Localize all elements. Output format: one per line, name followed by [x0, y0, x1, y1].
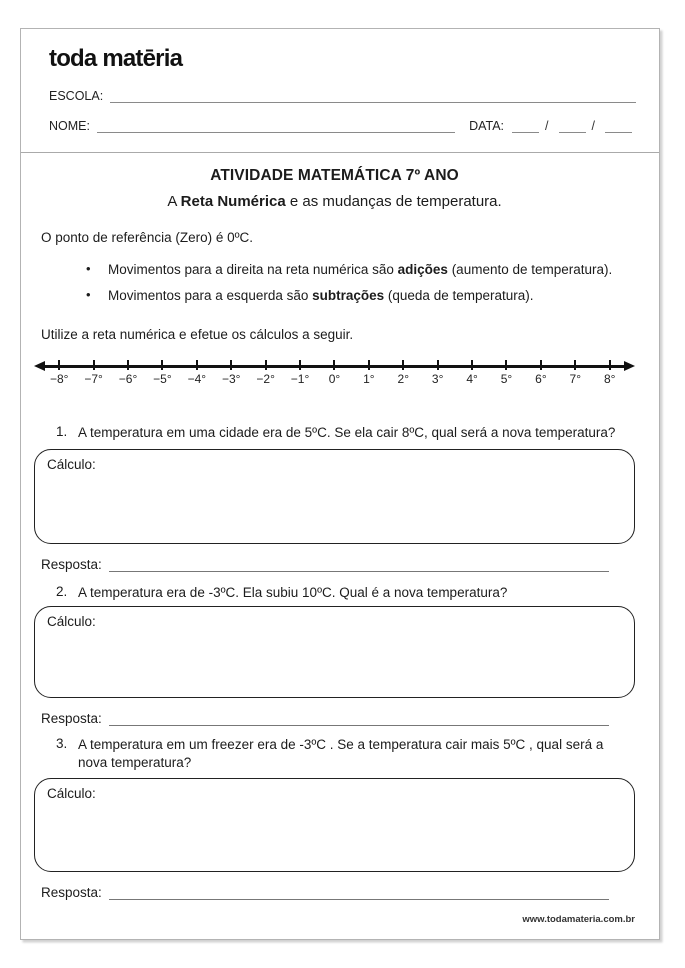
nome-label: NOME: — [49, 119, 90, 133]
tick-label: 1° — [363, 372, 375, 387]
numberline-tick — [111, 360, 145, 386]
data-label: DATA: — [469, 119, 505, 133]
nome-data-field-row — [49, 119, 636, 133]
tick-label: 6° — [535, 372, 547, 387]
tick-label: −2° — [256, 372, 275, 387]
question-3 — [34, 736, 635, 772]
date-day-line[interactable] — [512, 119, 539, 133]
question-1 — [34, 424, 635, 442]
number-line-ticks — [42, 360, 627, 386]
date-year-line[interactable] — [605, 119, 632, 133]
resposta-row-2 — [34, 711, 635, 726]
instruction-text: Utilize a reta numérica e efetue os cálculos a seguir. — [41, 327, 354, 343]
tick-mark — [437, 360, 439, 370]
tick-label: −5° — [153, 372, 172, 387]
tick-label: 8° — [603, 372, 616, 387]
tick-label: −4° — [187, 372, 207, 387]
date-slash: / — [545, 119, 549, 133]
numberline-tick — [420, 360, 454, 386]
bullet-marker: • — [86, 287, 91, 303]
numberline-tick — [76, 360, 110, 386]
numberline-tick — [180, 360, 214, 386]
worksheet-body — [21, 167, 659, 900]
resposta-input-line-1[interactable] — [109, 557, 609, 572]
tick-mark — [299, 360, 301, 370]
worksheet-page — [20, 28, 660, 940]
tick-mark — [265, 360, 267, 370]
tick-label: 7° — [569, 372, 582, 387]
tick-label: −8° — [49, 372, 69, 387]
bullet-list — [34, 261, 635, 305]
tick-mark — [58, 360, 60, 370]
tick-label: 5° — [500, 372, 513, 387]
numberline-tick — [386, 360, 420, 386]
worksheet-title: ATIVIDADE MATEMÁTICA 7º ANO — [210, 167, 459, 184]
resposta-input-line-2[interactable] — [109, 711, 609, 726]
numberline-tick — [214, 360, 248, 386]
tick-label: 2° — [397, 372, 409, 387]
worksheet-header — [21, 29, 659, 153]
numberline-tick — [352, 360, 386, 386]
tick-label: −1° — [290, 372, 310, 387]
tick-label: 3° — [431, 372, 444, 387]
tick-label: 4° — [466, 372, 478, 387]
numberline-tick — [558, 360, 592, 386]
resposta-label: Resposta: — [41, 710, 102, 726]
nome-input-line[interactable] — [97, 119, 455, 133]
tick-mark — [161, 360, 163, 370]
date-month-line[interactable] — [559, 119, 586, 133]
resposta-row-3 — [34, 885, 635, 900]
escola-input-line[interactable] — [110, 89, 636, 103]
tick-mark — [93, 360, 95, 370]
calc-box-3[interactable] — [34, 778, 635, 872]
numberline-tick — [317, 360, 351, 386]
tick-label: −6° — [118, 372, 138, 387]
tick-mark — [127, 360, 129, 370]
site-url: www.todamateria.com.br — [522, 914, 635, 925]
numberline-tick — [455, 360, 489, 386]
tick-mark — [540, 360, 542, 370]
numberline-tick — [248, 360, 282, 386]
escola-field-row — [49, 89, 636, 103]
numberline-tick — [593, 360, 627, 386]
bullet-item: • Movimentos para a esquerda são subtrações (queda de temperatura). — [34, 287, 635, 305]
date-slash: / — [591, 119, 595, 133]
tick-mark — [230, 360, 232, 370]
numberline-tick — [145, 360, 179, 386]
tick-mark — [368, 360, 370, 370]
question-text: A temperatura em uma cidade era de 5ºC. Se ela cair 8ºC, qual será a nova temperatura? — [78, 425, 616, 441]
worksheet-subtitle: A Reta Numérica e as mudanças de temperatura. — [167, 193, 502, 210]
tick-mark — [333, 360, 335, 370]
question-text: A temperatura em um freezer era de -3ºC . Se a temperatura cair mais 5ºC , qual será a nova temperatura? — [78, 736, 604, 771]
number-line — [34, 356, 635, 400]
question-number: 3. — [56, 735, 68, 751]
calc-label: Cálculo: — [47, 456, 96, 472]
bullet-marker: • — [86, 261, 91, 276]
calc-label: Cálculo: — [47, 613, 96, 629]
bullet-item: • Movimentos para a direita na reta numérica são adições (aumento de temperatura). — [34, 261, 635, 279]
calc-box-1[interactable] — [34, 449, 635, 544]
tick-label: −3° — [221, 372, 241, 387]
question-number: 1. — [56, 424, 68, 440]
reference-point-text: O ponto de referência (Zero) é 0ºC. — [41, 230, 254, 245]
calc-box-2[interactable] — [34, 606, 635, 698]
toda-materia-logo: toda matēria — [49, 45, 183, 72]
tick-mark — [402, 360, 404, 370]
tick-label: 0° — [328, 372, 341, 387]
escola-label: ESCOLA: — [49, 89, 104, 103]
tick-mark — [609, 360, 611, 370]
calc-label: Cálculo: — [47, 786, 96, 802]
tick-mark — [574, 360, 576, 370]
numberline-tick — [42, 360, 76, 386]
resposta-label: Resposta: — [41, 885, 102, 901]
numberline-tick — [489, 360, 523, 386]
question-number: 2. — [56, 583, 68, 599]
resposta-input-line-3[interactable] — [109, 885, 609, 900]
tick-label: −7° — [84, 372, 103, 387]
resposta-label: Resposta: — [41, 556, 102, 572]
question-text: A temperatura era de -3ºC. Ela subiu 10ºC. Qual é a nova temperatura? — [78, 584, 508, 600]
resposta-row-1 — [34, 557, 635, 572]
tick-mark — [196, 360, 198, 370]
tick-mark — [471, 360, 473, 370]
question-2 — [34, 584, 635, 602]
numberline-tick — [524, 360, 558, 386]
tick-mark — [505, 360, 507, 370]
numberline-tick — [283, 360, 317, 386]
